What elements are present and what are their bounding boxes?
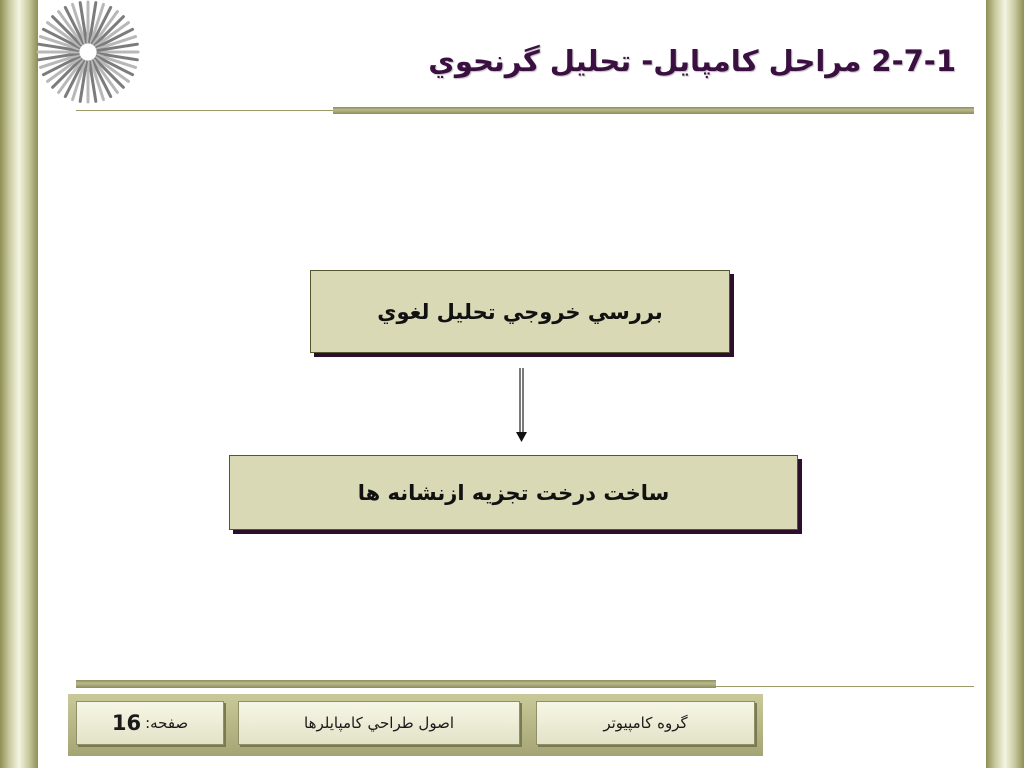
flow-step-box-2 xyxy=(229,455,798,530)
footer-course-label: اصول طراحي كامپايلرها xyxy=(304,714,454,732)
bottom-divider-thin xyxy=(76,686,974,687)
footer-page-label: صفحه: xyxy=(145,714,189,732)
arrow-down-icon xyxy=(512,366,532,446)
footer-page-cell xyxy=(76,701,224,745)
flow-step-label-2: ساخت درخت تجزيه ازنشانه ها xyxy=(357,480,670,505)
footer-bar xyxy=(68,694,763,756)
flow-step-label-1: بررسي خروجي تحليل لغوي xyxy=(377,299,663,324)
left-border-bar xyxy=(0,0,38,768)
footer-group-label: گروه کامپیوتر xyxy=(603,714,688,732)
right-border-bar xyxy=(986,0,1024,768)
slide-title: 2-7-1 مراحل كامپايل- تحليل گرنحوي xyxy=(428,44,956,78)
footer-page-number: 16 xyxy=(111,711,142,735)
starburst-logo-icon xyxy=(34,0,142,104)
footer-course-cell xyxy=(238,701,520,745)
flow-step-box-1 xyxy=(310,270,730,353)
top-divider-thick xyxy=(333,107,974,114)
footer-group-cell xyxy=(536,701,755,745)
